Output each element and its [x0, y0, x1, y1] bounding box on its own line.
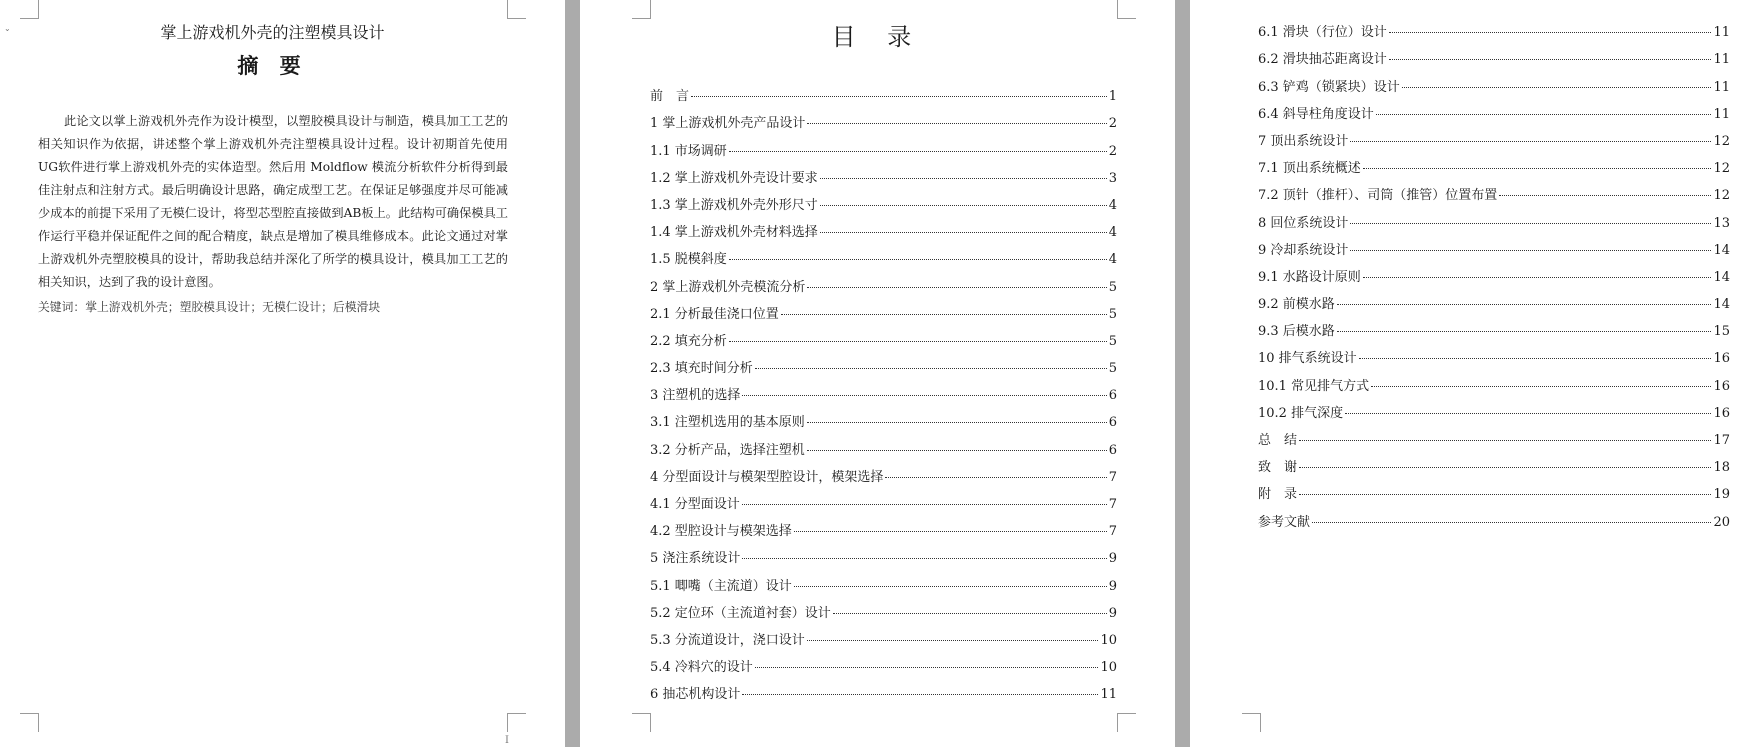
- toc-entry-page-number: 13: [1713, 215, 1730, 231]
- document-page-abstract: [0, 0, 565, 747]
- toc-entry-page-number: 7: [1108, 469, 1117, 485]
- toc-entry[interactable]: [650, 403, 1117, 430]
- toc-dot-leader: [691, 96, 1107, 97]
- toc-entry-title: 2 掌上游戏机外壳模流分析: [650, 279, 806, 295]
- toc-entry-page-number: 5: [1108, 333, 1117, 349]
- toc-entry[interactable]: [1258, 339, 1730, 366]
- toc-entry-page-number: 11: [1713, 25, 1730, 41]
- toc-entry[interactable]: [1258, 67, 1730, 94]
- toc-entry[interactable]: [650, 267, 1117, 294]
- toc-entry[interactable]: [1258, 176, 1730, 203]
- toc-entry-title: 9.2 前模水路: [1258, 297, 1335, 313]
- document-page-toc: [580, 0, 1175, 747]
- toc-entry-page-number: 11: [1713, 52, 1730, 68]
- toc-entry-title: 5.4 冷料穴的设计: [650, 660, 753, 676]
- toc-entry-title: 2.3 填充时间分析: [650, 361, 753, 377]
- toc-entry[interactable]: [1258, 203, 1730, 230]
- toc-dot-leader: [807, 450, 1107, 451]
- toc-entry[interactable]: [1258, 40, 1730, 67]
- toc-entry-page-number: 19: [1713, 487, 1730, 503]
- toc-dot-leader: [820, 232, 1107, 233]
- toc-dot-leader: [755, 368, 1107, 369]
- toc-entry[interactable]: [650, 566, 1117, 593]
- toc-dot-leader: [1299, 494, 1711, 495]
- toc-entry[interactable]: [1258, 258, 1730, 285]
- toc-entry-page-number: 10: [1100, 660, 1117, 676]
- margin-corner-mark: [507, 713, 526, 732]
- toc-entry[interactable]: [1258, 366, 1730, 393]
- toc-entry-title: 6.2 滑块抽芯距离设计: [1258, 52, 1387, 68]
- toc-entry[interactable]: [650, 539, 1117, 566]
- toc-entry-page-number: 5: [1108, 361, 1117, 377]
- toc-entry-page-number: 12: [1713, 188, 1730, 204]
- toc-entry-title: 7 顶出系统设计: [1258, 133, 1349, 149]
- toc-entry-page-number: 18: [1713, 460, 1730, 476]
- toc-list: [1258, 13, 1730, 530]
- toc-entry-page-number: 12: [1713, 161, 1730, 177]
- toc-entry-title: 3.1 注塑机选用的基本原则: [650, 415, 805, 431]
- toc-entry[interactable]: [650, 131, 1117, 158]
- toc-dot-leader: [1350, 250, 1711, 251]
- toc-entry[interactable]: [650, 430, 1117, 457]
- toc-entry-title: 9.3 后模水路: [1258, 324, 1335, 340]
- toc-dot-leader: [729, 259, 1107, 260]
- toc-entry[interactable]: [650, 621, 1117, 648]
- toc-entry-title: 4.2 型腔设计与模架选择: [650, 524, 792, 540]
- toc-entry-title: 5 浇注系统设计: [650, 551, 741, 567]
- toc-entry-page-number: 9: [1108, 551, 1117, 567]
- toc-entry-title: 附 录: [1258, 487, 1298, 503]
- toc-dot-leader: [820, 205, 1107, 206]
- toc-entry[interactable]: [650, 458, 1117, 485]
- toc-entry[interactable]: [1258, 122, 1730, 149]
- toc-entry-title: 前 言: [650, 89, 690, 105]
- toc-entry-title: 10.2 排气深度: [1258, 405, 1344, 421]
- toc-entry-title: 8 回位系统设计: [1258, 215, 1349, 231]
- toc-entry-title: 6.4 斜导柱角度设计: [1258, 106, 1374, 122]
- toc-dot-leader: [1376, 114, 1712, 115]
- toc-entry-title: 5.1 唧嘴（主流道）设计: [650, 578, 792, 594]
- toc-dot-leader: [1350, 223, 1711, 224]
- toc-entry-page-number: 14: [1713, 297, 1730, 313]
- toc-entry-title: 7.2 顶针（推杆）、司筒（推管）位置布置: [1258, 188, 1498, 204]
- toc-entry-page-number: 3: [1108, 170, 1117, 186]
- toc-dot-leader: [1299, 467, 1711, 468]
- toc-entry-title: 5.2 定位环（主流道衬套）设计: [650, 605, 831, 621]
- toc-entry-title: 6.3 铲鸡（锁紧块）设计: [1258, 79, 1400, 95]
- toc-entry-title: 1.2 掌上游戏机外壳设计要求: [650, 170, 818, 186]
- toc-entry[interactable]: [1258, 149, 1730, 176]
- toc-entry-title: 3.2 分析产品，选择注塑机: [650, 442, 805, 458]
- toc-entry-title: 1 掌上游戏机外壳产品设计: [650, 116, 806, 132]
- toc-entry[interactable]: [1258, 502, 1730, 529]
- toc-dot-leader: [1389, 59, 1712, 60]
- margin-marker-icon: ⌄: [4, 24, 11, 33]
- toc-dot-leader: [742, 694, 1098, 695]
- toc-entry-page-number: 16: [1713, 378, 1730, 394]
- toc-entry[interactable]: [650, 104, 1117, 131]
- toc-entry-page-number: 9: [1108, 605, 1117, 621]
- toc-dot-leader: [742, 558, 1106, 559]
- toc-entry-page-number: 7: [1108, 524, 1117, 540]
- toc-dot-leader: [1389, 32, 1712, 33]
- toc-entry-page-number: 16: [1713, 351, 1730, 367]
- toc-entry-page-number: 6: [1108, 415, 1117, 431]
- toc-entry-title: 5.3 分流道设计，浇口设计: [650, 632, 805, 648]
- toc-entry-title: 4.1 分型面设计: [650, 497, 740, 512]
- margin-corner-mark: [632, 713, 651, 732]
- margin-corner-mark: [507, 0, 526, 19]
- toc-entry[interactable]: [650, 648, 1117, 675]
- toc-entry[interactable]: [1258, 95, 1730, 122]
- document-title[interactable]: 掌上游戏机外壳的注塑模具设计: [160, 23, 385, 42]
- toc-dot-leader: [729, 151, 1107, 152]
- toc-entry[interactable]: [650, 376, 1117, 403]
- text-cursor-icon: I: [505, 735, 509, 746]
- margin-corner-mark: [20, 713, 39, 732]
- toc-entry-page-number: 14: [1713, 269, 1730, 285]
- toc-entry-page-number: 1: [1108, 89, 1117, 105]
- toc-entry-page-number: 12: [1713, 133, 1730, 149]
- margin-corner-mark: [1117, 713, 1136, 732]
- toc-entry-page-number: 14: [1713, 242, 1730, 258]
- toc-entry-page-number: 11: [1713, 79, 1730, 95]
- margin-corner-mark: [20, 0, 39, 19]
- toc-entry-page-number: 7: [1108, 497, 1117, 512]
- abstract-heading[interactable]: 摘 要: [237, 53, 308, 78]
- toc-dot-leader: [794, 531, 1107, 532]
- toc-dot-leader: [1359, 358, 1712, 359]
- document-page-toc-continued: [1190, 0, 1740, 747]
- abstract-body[interactable]: 此论文以掌上游戏机外壳作为设计模型，以塑胶模具设计与制造，模具加工工艺的相关知识作为依据，讲述整个掌上游戏机外壳注塑模具设计过程。设计初期首先使用 UG软件进行掌上游戏机外壳的实体造型。然后用 Moldflow 模流分析软件分析得到最佳注射点和注射方式。最后明确设计思路，确定成型工艺。在保证足够强度并尽可能减少成本的前提下采用了无模仁设计，将型芯型腔直接做到AB板上。此结构可确保模具工作运行平稳并保证配件之间的配合精度，缺点是增加了模具维修成本。此论文通过对掌上游戏机外壳塑胶模具的设计，帮助我总结并深化了所学的模具设计，模具加工工艺的相关知识，达到了我的设计意图。: [38, 114, 508, 289]
- toc-entry-page-number: 4: [1108, 225, 1117, 241]
- toc-entry-title: 1.5 脱模斜度: [650, 252, 727, 268]
- toc-entry-page-number: 2: [1108, 116, 1117, 132]
- toc-entry-title: 6.1 滑块（行位）设计: [1258, 25, 1387, 41]
- toc-dot-leader: [742, 395, 1106, 396]
- toc-entry-page-number: 5: [1108, 306, 1117, 322]
- toc-dot-leader: [794, 586, 1107, 587]
- toc-entry[interactable]: [650, 159, 1117, 186]
- toc-entry-page-number: 17: [1713, 433, 1730, 448]
- toc-entry-title: 9.1 水路设计原则: [1258, 269, 1361, 285]
- toc-entry-title: 1.1 市场调研: [650, 143, 727, 159]
- toc-entry-page-number: 2: [1108, 143, 1117, 159]
- toc-entry[interactable]: [1258, 231, 1730, 258]
- toc-entry-title: 10 排气系统设计: [1258, 351, 1357, 367]
- toc-entry[interactable]: [650, 675, 1117, 702]
- toc-entry-page-number: 9: [1108, 578, 1117, 594]
- toc-entry[interactable]: [1258, 13, 1730, 40]
- toc-heading[interactable]: 目 录: [831, 23, 924, 51]
- toc-dot-leader: [807, 422, 1107, 423]
- toc-dot-leader: [1312, 522, 1711, 523]
- toc-dot-leader: [1337, 331, 1712, 332]
- toc-dot-leader: [885, 477, 1106, 478]
- toc-dot-leader: [1299, 440, 1711, 441]
- toc-dot-leader: [1371, 386, 1711, 387]
- toc-entry-title: 3 注塑机的选择: [650, 388, 741, 404]
- toc-entry-title: 2.1 分析最佳浇口位置: [650, 306, 779, 322]
- toc-dot-leader: [1337, 304, 1712, 305]
- toc-dot-leader: [1363, 168, 1712, 169]
- toc-dot-leader: [729, 341, 1107, 342]
- toc-entry-title: 10.1 常见排气方式: [1258, 378, 1370, 394]
- toc-entry[interactable]: [1258, 475, 1730, 502]
- toc-dot-leader: [755, 667, 1099, 668]
- toc-entry[interactable]: [650, 485, 1117, 512]
- toc-entry-title: 参考文献: [1258, 514, 1311, 530]
- toc-dot-leader: [1499, 195, 1711, 196]
- toc-entry-title: 6 抽芯机构设计: [650, 687, 741, 703]
- toc-entry[interactable]: [1258, 312, 1730, 339]
- toc-entry[interactable]: [650, 322, 1117, 349]
- toc-entry-title: 总 结: [1258, 433, 1298, 448]
- toc-dot-leader: [820, 178, 1107, 179]
- toc-dot-leader: [807, 287, 1106, 288]
- toc-entry[interactable]: [650, 77, 1117, 104]
- toc-entry-title: 9 冷却系统设计: [1258, 242, 1349, 258]
- toc-entry-title: 致 谢: [1258, 460, 1298, 476]
- toc-dot-leader: [742, 504, 1107, 505]
- toc-entry[interactable]: [650, 186, 1117, 213]
- toc-entry[interactable]: [1258, 394, 1730, 421]
- toc-entry-page-number: 15: [1713, 324, 1730, 340]
- toc-entry[interactable]: [650, 349, 1117, 376]
- toc-dot-leader: [807, 640, 1099, 641]
- toc-dot-leader: [833, 613, 1107, 614]
- toc-entry-page-number: 11: [1713, 106, 1730, 122]
- margin-corner-mark: [1242, 713, 1261, 732]
- toc-entry-title: 4 分型面设计与模架型腔设计，模架选择: [650, 469, 884, 485]
- toc-entry[interactable]: [650, 594, 1117, 621]
- toc-entry[interactable]: [650, 512, 1117, 539]
- toc-entry-page-number: 6: [1108, 442, 1117, 458]
- toc-entry-page-number: 10: [1100, 632, 1117, 648]
- toc-entry[interactable]: [650, 295, 1117, 322]
- toc-dot-leader: [1363, 277, 1712, 278]
- toc-entry[interactable]: [650, 213, 1117, 240]
- toc-entry-title: 1.4 掌上游戏机外壳材料选择: [650, 225, 818, 241]
- toc-entry-page-number: 4: [1108, 197, 1117, 213]
- toc-entry-page-number: 5: [1108, 279, 1117, 295]
- toc-dot-leader: [807, 123, 1106, 124]
- keywords-line[interactable]: 关键词：掌上游戏机外壳；塑胶模具设计；无模仁设计；后模滑块: [38, 300, 381, 314]
- toc-dot-leader: [781, 314, 1107, 315]
- toc-entry[interactable]: [1258, 285, 1730, 312]
- toc-list: [650, 77, 1117, 702]
- toc-dot-leader: [1350, 141, 1711, 142]
- toc-entry[interactable]: [1258, 421, 1730, 448]
- toc-dot-leader: [1345, 413, 1711, 414]
- toc-entry[interactable]: [650, 240, 1117, 267]
- toc-entry-page-number: 6: [1108, 388, 1117, 404]
- toc-entry-title: 2.2 填充分析: [650, 333, 727, 349]
- toc-entry[interactable]: [1258, 448, 1730, 475]
- toc-entry-page-number: 4: [1108, 252, 1117, 268]
- toc-dot-leader: [1402, 87, 1712, 88]
- toc-entry-title: 1.3 掌上游戏机外壳外形尺寸: [650, 197, 818, 213]
- toc-entry-page-number: 20: [1713, 514, 1730, 530]
- toc-entry-page-number: 16: [1713, 405, 1730, 421]
- toc-entry-page-number: 11: [1100, 687, 1117, 703]
- toc-entry-title: 7.1 顶出系统概述: [1258, 161, 1361, 177]
